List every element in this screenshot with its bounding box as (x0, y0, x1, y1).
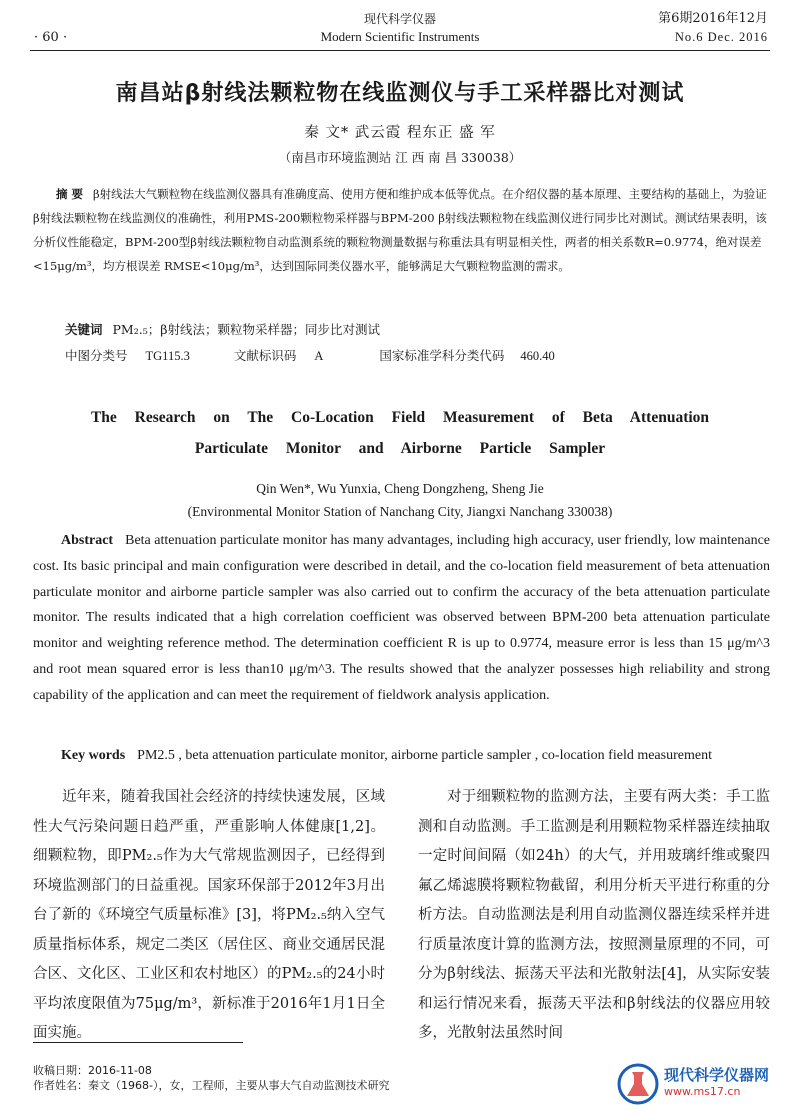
abstract-cn-label: 摘 要 (56, 187, 84, 201)
abstract-en-text: Beta attenuation particulate monitor has many advantages, including high accuracy, user friendly, low maintenance cost. Its basic principal and main configuration were described in detail, and the co-location field measurement of beta attenuation particulate monitor and airborne particle sampler was also carried out to confirm the accuracy of the beta attenuation particulate monitor. The results indicated that a high correlation coefficient was observed between BPM-200 beta attenuation particulate monitor and weighting reference method. The determination coefficient R is up to 0.9774, measure error is less than 15 μg/m^3 and root mean squared error is less than10 μg/m^3. The results showed that the analyzer possesses high reliability and strong capability of the application and can meet the requirement of fieldwork analysis application. (33, 533, 770, 703)
issue-cn: 第6期2016年12月 (658, 11, 768, 26)
keywords-cn-text: PM₂.₅；β射线法；颗粒物采样器；同步比对测试 (112, 322, 380, 337)
site-watermark-logo (616, 1062, 786, 1106)
keywords-en-label: Key words (61, 748, 126, 763)
issue-en: No.6 Dec. 2016 (674, 30, 768, 44)
clc-value: TG115.3 (145, 349, 190, 363)
keywords-en (33, 743, 770, 769)
abstract-en (33, 528, 770, 709)
keywords-cn (33, 318, 800, 342)
author-bio: 作者姓名：秦文（1968-），女，工程师，主要从事大气自动监测技术研究 (33, 1079, 390, 1092)
body-column-left: 近年来，随着我国社会经济的持续快速发展，区域性大气污染问题日趋严重，严重影响人体健康[1,2]。细颗粒物，即PM₂.₅作为大气常规监测因子，已经得到环境监测部门的日益重视。国家环保部于2012年3月出台了新的《环境空气质量标准》[3]，将PM₂.₅纳入空气质量指标体系，规定二类区（居住区、商业交通居民混合区、文化区、工业区和农村地区）的PM₂.₅的24小时平均浓度限值为75μg/m³，新标准于2016年1月1日全面实施。 (33, 789, 385, 1041)
authors-en: Qin Wen*, Wu Yunxia, Cheng Dongzheng, Sheng Jie (256, 481, 544, 496)
affiliation-cn: （南昌市环境监测站 江 西 南 昌 330038） (278, 150, 522, 165)
keywords-cn-label: 关键词 (65, 322, 103, 337)
journal-name-en: Modern Scientific Instruments (320, 29, 480, 44)
paper-title-en-line-1: The Research on The Co-Location Field Measurement of Beta Attenuation (90, 409, 710, 426)
journal-name-cn: 现代科学仪器 (363, 12, 436, 26)
doc-code-label: 文献标识码 (233, 348, 297, 363)
keywords-en-text: PM2.5 , beta attenuation particulate monitor, airborne particle sampler , co-location field measurement (137, 748, 712, 763)
header-rule (30, 50, 770, 51)
received-date: 收稿日期：2016-11-08 (33, 1064, 152, 1077)
std-code-value: 460.40 (520, 349, 555, 363)
abstract-cn-text: β射线法大气颗粒物在线监测仪器具有准确度高、使用方便和维护成本低等优点。在介绍仪器的基本原理、主要结构的基础上，为验证β射线法颗粒物在线监测仪的准确性，利用PMS-200颗粒物采样器与BPM-200 β射线法颗粒物在线监测仪进行同步比对测试。测试结果表明，该分析仪性能稳定，BPM-200型β射线法颗粒物自动监测系统的颗粒物测量数据与称重法具有明显相关性，两者的相关系数R=0.9774，绝对误差 <15μg/m³，均方根误差 RMSE<10μg/m³，达到国际同类仪器水平，能够满足大气颗粒物监测的需求。 (33, 187, 767, 273)
classification-line (33, 344, 800, 368)
clc-label: 中图分类号 (65, 348, 128, 363)
logo-url[interactable]: www.ms17.cn (664, 1085, 741, 1098)
body-column-right: 对于细颗粒物的监测方法，主要有两大类：手工监测和自动监测。手工监测是利用颗粒物采样器连续抽取一定时间间隔（如24h）的大气，并用玻璃纤维或聚四氟乙烯滤膜将颗粒物截留，利用分析天平进行称重的分析方法。自动监测法是利用自动监测仪器连续采样并进行质量浓度计算的监测方法，按照测量原理的不同，可分为β射线法、振荡天平法和光散射法[4]，从实际安装和运行情况来看，振荡天平法和β射线法的仪器应用较多，光散射法虽然时间 (418, 789, 770, 1041)
paper-title-en-line-2: Particulate Monitor and Airborne Particle Sampler (194, 440, 606, 457)
flask-logo-icon (616, 1062, 660, 1106)
logo-text: 现代科学仪器网 (664, 1066, 770, 1084)
footnote-rule (33, 1042, 243, 1043)
paper-title-cn: 南昌站β射线法颗粒物在线监测仪与手工采样器比对测试 (115, 81, 685, 106)
page-number: · 60 · (34, 30, 68, 45)
doc-code-value: A (314, 349, 324, 363)
std-code-label: 国家标准学科分类代码 (379, 348, 505, 363)
affiliation-en: (Environmental Monitor Station of Nanchang City, Jiangxi Nanchang 330038) (187, 504, 613, 519)
abstract-cn (33, 182, 770, 278)
abstract-en-label: Abstract (61, 533, 114, 548)
authors-cn: 秦 文* 武云霞 程东正 盛 军 (304, 125, 496, 141)
